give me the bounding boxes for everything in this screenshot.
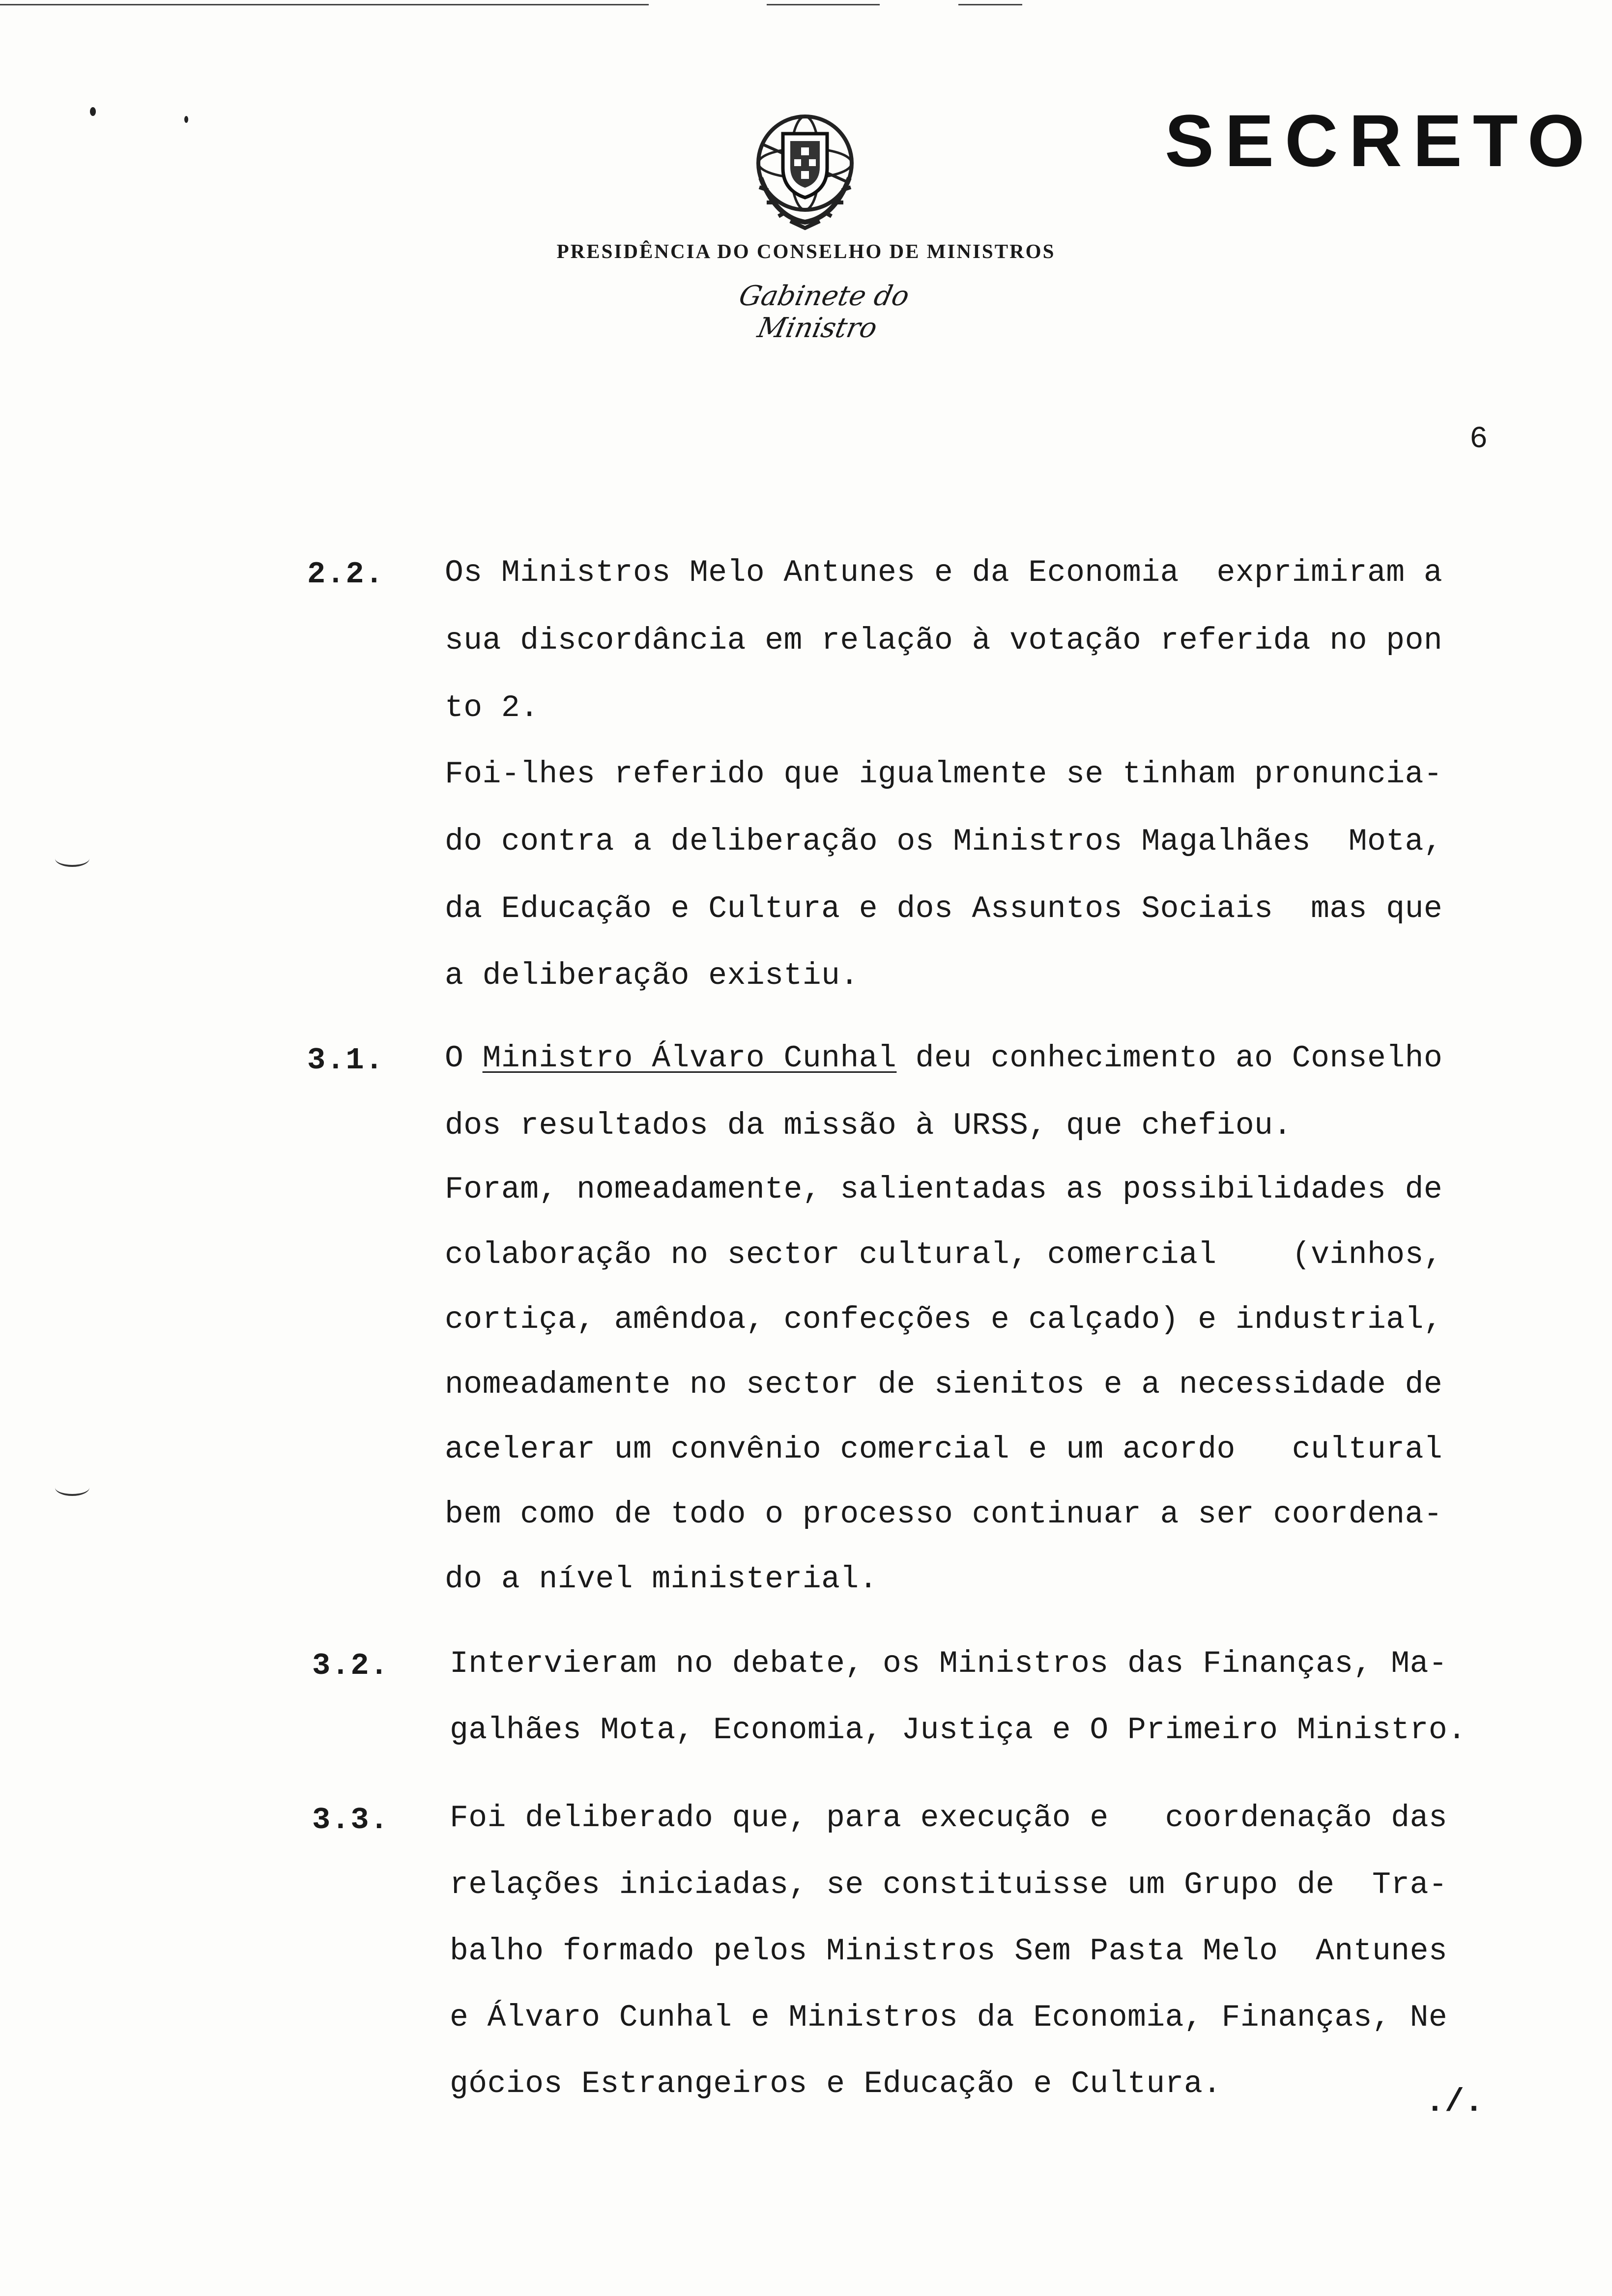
section-number: 2.2. <box>307 557 384 592</box>
text-line: Foram, nomeadamente, salientadas as possibilidades de <box>445 1172 1443 1207</box>
text-line: bem como de todo o processo continuar a ser coordena- <box>445 1497 1443 1532</box>
text-line: acelerar um convênio comercial e um acordo cultural <box>445 1432 1443 1467</box>
portuguese-coat-of-arms-icon <box>741 104 869 232</box>
scan-edge-line <box>958 4 1022 5</box>
punch-hole-mark <box>55 850 89 867</box>
underlined-phrase-line: O Ministro Álvaro Cunhal deu conhecimento ao Conselho <box>445 1041 1443 1076</box>
office-name: Gabinete do Ministro <box>736 280 912 344</box>
text-line: galhães Mota, Economia, Justiça e O Primeiro Ministro. <box>450 1713 1467 1748</box>
punch-hole-mark <box>55 1479 89 1496</box>
institution-name: PRESIDÊNCIA DO CONSELHO DE MINISTROS <box>556 240 1056 262</box>
text-line: Os Ministros Melo Antunes e da Economia exprimiram a <box>445 555 1443 590</box>
text-line <box>445 1041 1442 1076</box>
text-line: a deliberação existiu. <box>445 958 859 993</box>
text-line: do a nível ministerial. <box>445 1562 878 1597</box>
scan-speck <box>90 107 96 116</box>
section-number: 3.3. <box>312 1803 389 1837</box>
text-line: do contra a deliberação os Ministros Magalhães Mota, <box>445 824 1443 859</box>
text-line: relações iniciadas, se constituisse um Grupo de Tra- <box>450 1867 1448 1902</box>
text-line: cortiça, amêndoa, confecções e calçado) e industrial, <box>445 1302 1443 1337</box>
text-line: Foi deliberado que, para execução e coordenação das <box>450 1801 1448 1836</box>
text-line: e Álvaro Cunhal e Ministros da Economia, Finanças, Ne <box>450 2000 1448 2035</box>
scan-edge-line <box>0 4 649 5</box>
text-line: Intervieram no debate, os Ministros das Finanças, Ma- <box>450 1646 1448 1681</box>
section-number: 3.2. <box>312 1648 389 1683</box>
section-number: 3.1. <box>307 1043 384 1078</box>
scan-edge-line <box>767 4 880 5</box>
text-line: da Educação e Cultura e dos Assuntos Sociais mas que <box>445 891 1443 926</box>
text-line: nomeadamente no sector de sienitos e a necessidade de <box>445 1367 1443 1402</box>
text-line: colaboração no sector cultural, comercial (vinhos, <box>445 1237 1443 1272</box>
text-line: sua discordância em relação à votação referida no pon <box>445 623 1443 658</box>
underlined-phrase: Ministro Álvaro Cunhal <box>482 1041 897 1076</box>
classification-stamp: SECRETO <box>1165 99 1596 182</box>
text-line: gócios Estrangeiros e Educação e Cultura. <box>450 2066 1222 2101</box>
text-line: balho formado pelos Ministros Sem Pasta Melo Antunes <box>450 1934 1448 1969</box>
continuation-mark: ./. <box>1425 2084 1484 2121</box>
text-line: Foi-lhes referido que igualmente se tinham pronuncia- <box>445 757 1443 792</box>
scan-speck <box>184 116 188 123</box>
page-number: 6 <box>1469 422 1488 457</box>
text-line: to 2. <box>445 690 539 725</box>
text-line: dos resultados da missão à URSS, que chefiou. <box>445 1108 1292 1143</box>
